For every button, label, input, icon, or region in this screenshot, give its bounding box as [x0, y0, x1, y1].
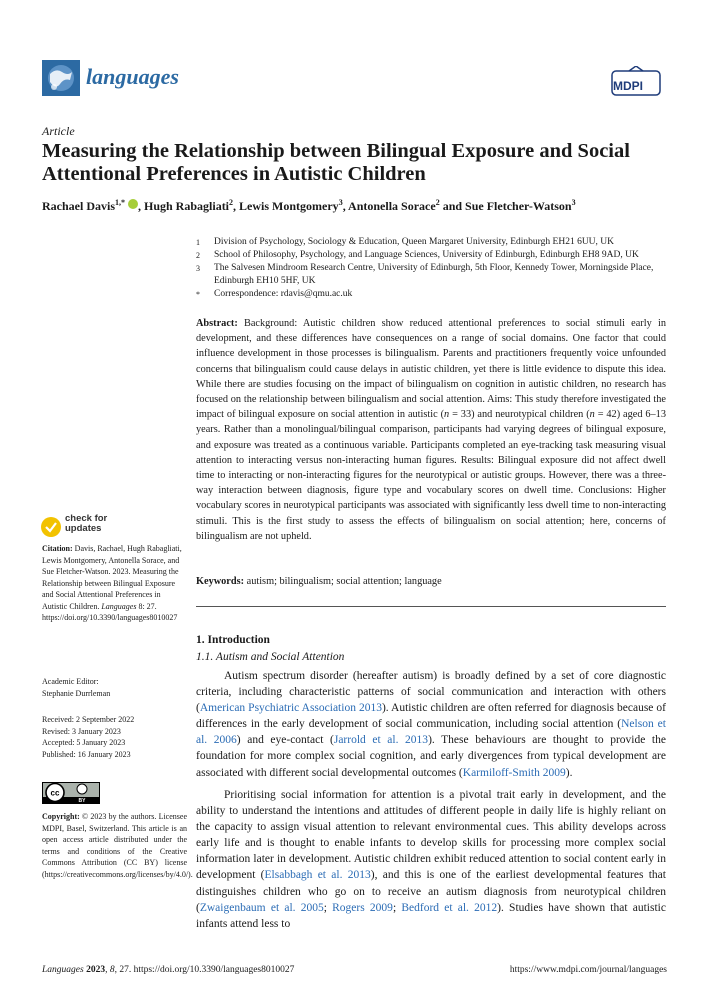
footer-citation: Languages 2023, 8, 27. https://doi.org/10.3390/languages8010027 — [42, 965, 295, 975]
paragraph: Prioritising social information for attention is a pivotal trait early in development, and the ability to understand the intentions and attitudes of different people in daily life is highly reliant on the capacity to assign visual attention to relevant environmental cues. This ability develops across early life and is thought to enable infants to develop skills for processing more complex social information later in development. Autistic children exhibit reduced attention to social content early in development (Elsabbagh et al. 2013), and this is one of the earliest developmental features that distinguishes children who go on to receive an autism diagnosis from neurotypical children (Zwaigenbaum et al. 2005; Rogers 2009; Bedford et al. 2012). Studies have shown that autistic infants attend less to — [196, 789, 666, 930]
copyright-text: © 2023 by the authors. Licensee MDPI, Basel, Switzerland. This article is an open access article distributed under the terms and conditions of the Creative Commons Attribution (CC BY) license (https://creativecommons.org/licenses/by/4.0/). — [42, 812, 193, 879]
keywords-label: Keywords: — [196, 576, 245, 587]
affiliation-text: The Salvesen Mindroom Research Centre, University of Edinburgh, 5th Floor, Kennedy Tower, Morningside Place, Edinburgh EH10 5HF, UK — [214, 263, 654, 286]
author-separator: , — [233, 199, 240, 213]
affiliation-number: 2 — [196, 251, 200, 260]
cc-by-license-icon[interactable] — [42, 782, 100, 804]
publication-dates — [42, 714, 187, 760]
author-separator: , — [342, 199, 349, 213]
paragraph: Autism spectrum disorder (hereafter autism) is broadly defined by a set of core diagnostic criteria, including characteristic patterns of social communication and interaction with others (American Psychiatric Association 2013). Autistic children are often referred for diagnosis because of differences in the early development of social communication, including social attention (Nelson et al. 2006) and eye-contact (Jarrold et al. 2013). These behaviours are thought to provide the foundation for more complex social cognition, and early divergences from typical development are associated with different social developmental outcomes (Karmiloff-Smith 2009). — [196, 670, 666, 779]
author-affiliation-marker: 2 — [435, 198, 440, 207]
journal-logo-icon — [42, 60, 80, 96]
affiliation-item — [196, 288, 676, 301]
subsection-heading: 1.1. Autism and Social Attention — [196, 651, 345, 663]
sample-size-symbol: n — [444, 409, 450, 421]
sample-size-symbol: n — [589, 409, 595, 421]
date-published: Published: 16 January 2023 — [42, 749, 131, 759]
footer-journal-url[interactable]: https://www.mdpi.com/journal/languages — [509, 965, 667, 975]
cc-text: cc — [50, 788, 60, 798]
abstract-text: Background: Autistic children show reduced attentional preferences to social stimuli early in development, and these differences have consequences on a range of social domains. One factor that could influence development in those processes is bilingualism. Parents and practitioners frequently voice unfounded concerns that bilingualism could cause delays in autistic children, yet there is little evidence to dispute this idea. While there are studies focusing on the impact of bilingualism on cognition in autistic children, no research has focused on the relationship between bilingualism and social attention. Aims: This study therefore investigated the impact of bilingual exposure on social attention in autistic ( — [196, 318, 666, 421]
abstract-label: Abstract: — [196, 318, 238, 329]
abstract — [196, 316, 666, 544]
author-affiliation-marker: 3 — [338, 198, 343, 207]
abstract-text: = 42) aged 6–13 years. Rather than a monolingual/bilingual comparison, participants had varying degrees of bilingual exposure, and exposure was treated as a continuous variable. Participants completed an eye-tracking task measuring visual attention to interacting versus non-interacting human figures. Results: Bilingual exposure did not affect dwell time to interacting or non-interacting figures for the neurotypical or autistic groups. However, there was a three-way interaction between diagnosis, figure type and vocabulary scores on dwell time. Conclusions: Higher vocabulary scores in neurotypical participants was associated with significantly less dwell time to non-interacting stimuli. This is the first study to assess the effects of bilingualism on social attention; here, concerns of bilingualism are not upheld. — [196, 409, 666, 542]
citation-link[interactable]: Elsabbagh et al. 2013 — [264, 869, 371, 882]
citation-link[interactable]: American Psychiatric Association 2013 — [199, 702, 382, 715]
date-accepted: Accepted: 5 January 2023 — [42, 738, 126, 747]
citation-text: Davis, Rachael, Hugh Rabagliati, Lewis Montgomery, Antonella Sorace, and Sue Fletcher-Watson. 2023. Measuring the Relationship between Bilingual Exposure and Social Attentional Preferences in Autistic Children. — [42, 544, 182, 611]
citation-block — [42, 543, 187, 624]
citation-link[interactable]: Jarrold et al. 2013 — [333, 734, 429, 747]
affiliation-item — [196, 262, 676, 288]
author-affiliation-marker: 2 — [229, 198, 234, 207]
section-heading: 1. Introduction — [196, 634, 270, 646]
author-separator: , — [138, 199, 144, 213]
abstract-text: = 33) and neurotypical children ( — [449, 409, 590, 421]
citation-link[interactable]: Nelson et al. 2006 — [196, 718, 666, 747]
affiliation-number: 1 — [196, 238, 200, 247]
check-updates-icon — [40, 516, 62, 538]
author-name[interactable]: Hugh Rabagliati — [144, 199, 230, 213]
author-affiliation-marker: 1,* — [115, 198, 125, 207]
orcid-icon[interactable] — [128, 199, 138, 209]
academic-editor — [42, 676, 187, 699]
editor-name: Stephanie Durrleman — [42, 688, 111, 698]
citation-label: Citation: — [42, 544, 73, 553]
date-received: Received: 2 September 2022 — [42, 715, 135, 724]
author-list — [42, 195, 662, 214]
publisher-name: MDPI — [613, 79, 643, 93]
keywords — [196, 575, 666, 589]
affiliation-text: School of Philosophy, Psychology, and Language Sciences, University of Edinburgh, Edinburgh EH8 9AD, UK — [214, 250, 639, 260]
article-title: Measuring the Relationship between Bilingual Exposure and Social Attentional Preferences in Autistic Children — [42, 140, 630, 185]
by-text: BY — [78, 798, 86, 804]
author-name[interactable]: Rachael Davis — [42, 199, 115, 213]
citation-journal: Languages — [101, 601, 137, 611]
affiliation-number: * — [196, 290, 200, 299]
citation-link[interactable]: Karmiloff-Smith 2009 — [462, 766, 566, 779]
footer-doi[interactable]: , 27. https://doi.org/10.3390/languages8010027 — [114, 965, 295, 975]
affiliation-item — [196, 249, 676, 262]
check-for-updates-button[interactable] — [40, 514, 110, 538]
affiliation-item — [196, 236, 676, 249]
citation-doi[interactable]: 8: 27. https://doi.org/10.3390/languages8010027 — [42, 601, 178, 622]
article-type: Article — [42, 124, 75, 138]
affiliation-text: Division of Psychology, Sociology & Education, Queen Margaret University, Edinburgh EH21 6UU, UK — [214, 237, 615, 247]
citation-link[interactable]: Bedford et al. 2012 — [401, 901, 498, 914]
journal-name[interactable]: languages — [86, 64, 179, 89]
author-name[interactable]: Sue Fletcher-Watson — [465, 199, 572, 213]
date-revised: Revised: 3 January 2023 — [42, 726, 121, 736]
editor-label: Academic Editor: — [42, 677, 99, 686]
affiliation-number: 3 — [196, 264, 200, 273]
check-updates-label: check for updates — [65, 513, 108, 534]
author-affiliation-marker: 3 — [571, 198, 576, 207]
author-name[interactable]: Lewis Montgomery — [239, 199, 339, 213]
citation-link[interactable]: Zwaigenbaum et al. 2005 — [199, 901, 324, 914]
divider — [196, 606, 666, 607]
copyright-block — [42, 811, 193, 880]
correspondence-text[interactable]: Correspondence: rdavis@qmu.ac.uk — [214, 289, 353, 299]
citation-link[interactable]: Rogers 2009 — [332, 901, 393, 914]
keywords-text: autism; bilingualism; social attention; language — [244, 576, 442, 587]
author-name[interactable]: Antonella Sorace — [348, 199, 436, 213]
copyright-label: Copyright: — [42, 812, 80, 821]
author-separator: and — [439, 199, 466, 213]
